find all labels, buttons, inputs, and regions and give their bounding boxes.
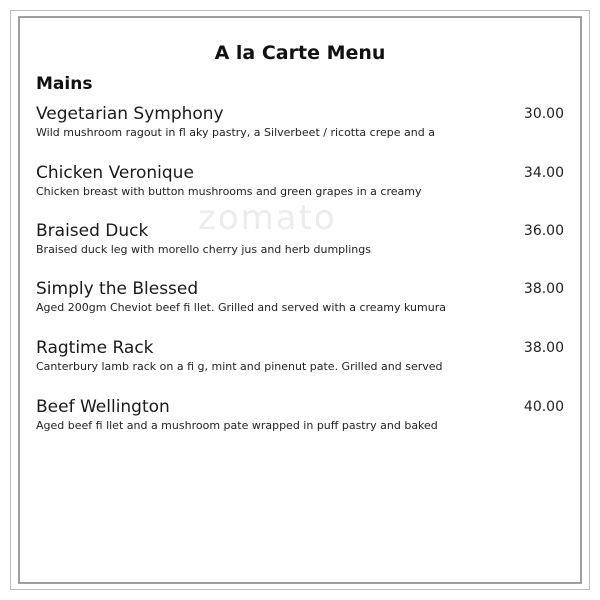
menu-item	[36, 397, 564, 432]
menu-item	[36, 163, 564, 198]
menu-item	[36, 221, 564, 256]
menu-item-description: Aged 200gm Cheviot beef fi llet. Grilled and served with a creamy kumura	[36, 301, 446, 314]
menu-item-description: Chicken breast with button mushrooms and green grapes in a creamy	[36, 185, 422, 198]
menu-item-price: 36.00	[523, 223, 564, 239]
menu-item-price: 30.00	[523, 106, 564, 122]
section-heading-mains: Mains	[36, 74, 93, 94]
menu-item-price: 38.00	[523, 281, 564, 297]
menu-item	[36, 104, 564, 139]
menu-item-name: Braised Duck	[36, 221, 149, 241]
menu-item-price: 40.00	[523, 399, 564, 415]
menu-item-name: Vegetarian Symphony	[36, 104, 224, 124]
watermark-logo: zomato	[198, 198, 337, 238]
menu-item-name: Ragtime Rack	[36, 338, 154, 358]
menu-item-name: Chicken Veronique	[36, 163, 194, 183]
menu-item-description: Wild mushroom ragout in fl aky pastry, a Silverbeet / ricotta crepe and a	[36, 126, 435, 139]
menu-item-description: Canterbury lamb rack on a fi g, mint and pinenut pate. Grilled and served	[36, 360, 443, 373]
menu-title: A la Carte Menu	[214, 42, 386, 64]
menu-item-name: Beef Wellington	[36, 397, 170, 417]
menu-item-name: Simply the Blessed	[36, 279, 199, 299]
menu-item	[36, 338, 564, 373]
menu-item-description: Aged beef fi llet and a mushroom pate wrapped in puff pastry and baked	[36, 419, 438, 432]
menu-item-price: 38.00	[523, 340, 564, 356]
menu-item	[36, 279, 564, 314]
menu-item-price: 34.00	[523, 165, 564, 181]
menu-item-description: Braised duck leg with morello cherry jus and herb dumplings	[36, 243, 371, 256]
